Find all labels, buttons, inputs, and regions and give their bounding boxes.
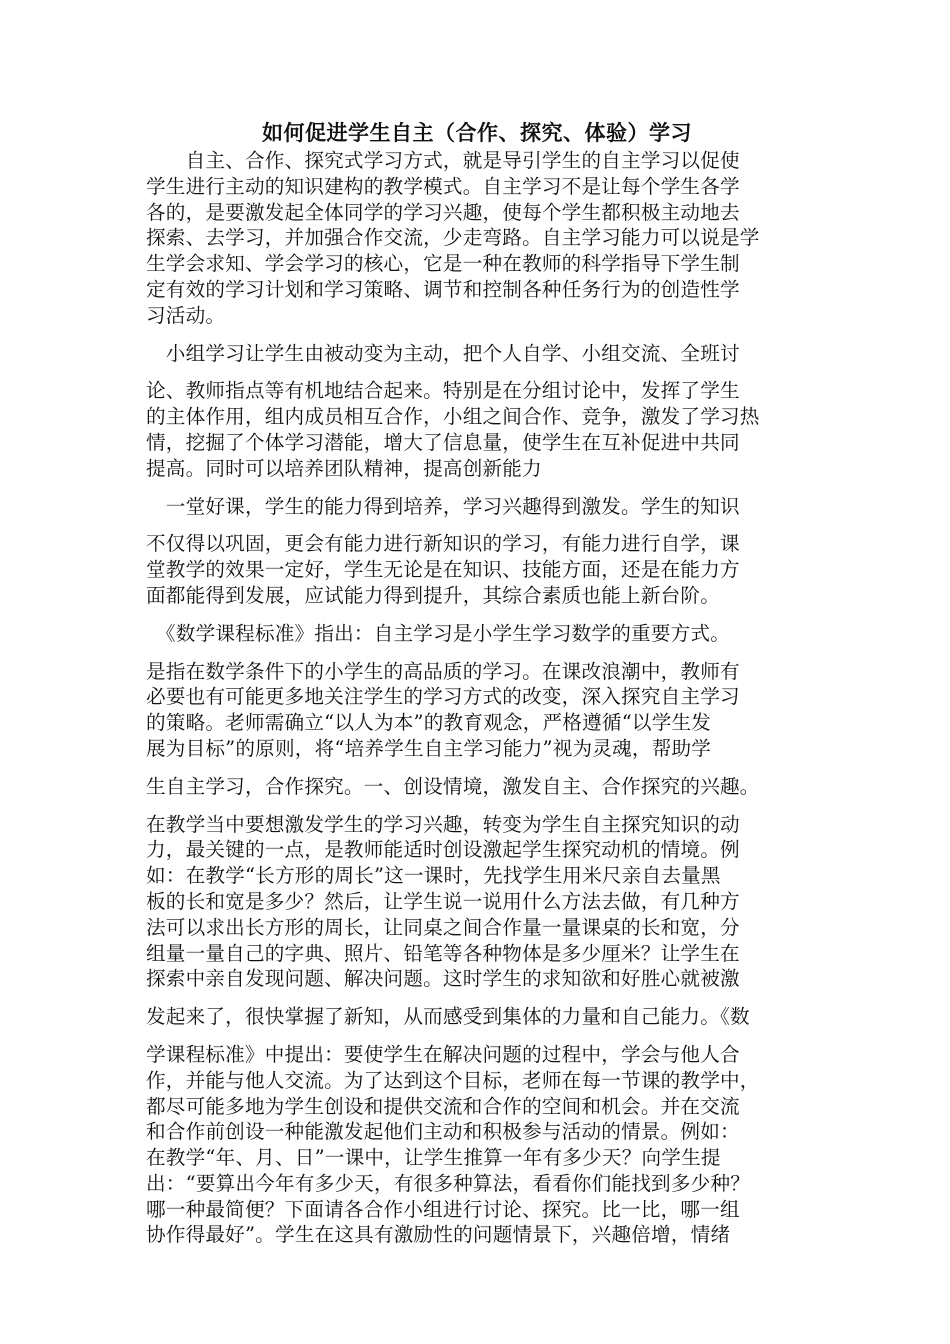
- paragraph-gap: [146, 482, 808, 494]
- paragraph-block: [146, 531, 808, 608]
- text-line: 提高。同时可以培养团队精神，提高创新能力: [146, 456, 542, 480]
- paragraph-gap: [146, 647, 808, 659]
- paragraph-block: [146, 148, 808, 329]
- text-line: 协作得最好”。学生在这具有激励性的问题情景下，兴趣倍增，情绪: [146, 1223, 731, 1247]
- paragraph-gap: [146, 1030, 808, 1042]
- text-line: 发起来了，很快掌握了新知，从而感受到集体的力量和自己能力。《数: [146, 1005, 750, 1029]
- paragraph-gap: [146, 609, 808, 621]
- text-line: 哪一种最简便？下面请各合作小组进行讨论、探究。比一比，哪一组: [146, 1197, 740, 1221]
- document-title: 如何促进学生自主（合作、探究、体验）学习: [262, 121, 692, 145]
- text-line: 面都能得到发展，应试能力得到提升，其综合素质也能上新台阶。: [146, 583, 721, 607]
- text-line: 展为目标”的原则，将“培养学生自主学习能力”视为灵魂，帮助学: [146, 736, 712, 760]
- paragraph-block: [146, 378, 808, 481]
- text-line: 必要也有可能更多地关注学生的学习方式的改变，深入探究自主学习: [146, 685, 740, 709]
- text-line: 组量一量自己的字典、照片、铅笔等各种物体是多少厘米？让学生在: [146, 941, 740, 965]
- text-line: 作，并能与他人交流。为了达到这个目标，老师在每一节课的教学中，: [146, 1068, 760, 1092]
- text-line: 在教学“年、月、日”一课中，让学生推算一年有多少天？向学生提: [146, 1146, 721, 1170]
- text-line: 和合作前创设一种能激发起他们主动和积极参与活动的情景。例如：: [146, 1120, 740, 1144]
- text-line: 情，挖掘了个体学习潜能，增大了信息量，使学生在互补促进中共同: [146, 430, 740, 454]
- text-line: 一堂好课，学生的能力得到培养，学习兴趣得到激发。学生的知识: [146, 494, 740, 518]
- paragraph-block: [146, 621, 808, 647]
- text-line: 探索、去学习，并加强合作交流，少走弯路。自主学习能力可以说是学: [146, 226, 760, 250]
- text-line: 探索中亲自发现问题、解决问题。这时学生的求知欲和好胜心就被激: [146, 967, 740, 991]
- paragraph-block: [146, 774, 808, 800]
- paragraph-gap: [146, 366, 808, 378]
- text-line: 自主、合作、探究式学习方式，就是导引学生的自主学习以促使: [146, 149, 740, 172]
- paragraph-block: [146, 1004, 808, 1030]
- paragraph-gap: [146, 329, 808, 341]
- text-line: 如：在教学“长方形的周长”这一课时，先找学生用米尺亲自去量黑: [146, 864, 721, 888]
- paragraph-gap: [146, 800, 808, 812]
- paragraph-block: [146, 659, 808, 762]
- paragraph-gap: [146, 762, 808, 774]
- paragraph-block: [146, 812, 808, 993]
- text-line: 不仅得以巩固，更会有能力进行新知识的学习，有能力进行自学，课: [146, 532, 740, 556]
- text-line: 生学会求知、学会学习的核心，它是一种在教师的科学指导下学生制: [146, 252, 740, 276]
- document-page: [146, 118, 808, 1248]
- document-body: [146, 148, 808, 1248]
- text-line: 习活动。: [146, 303, 226, 327]
- text-line: 出：“要算出今年有多少天，有很多种算法，看看你们能找到多少种？: [146, 1171, 751, 1195]
- text-line: 的主体作用，组内成员相互合作，小组之间合作、竞争，激发了学习热: [146, 405, 760, 429]
- text-line: 的策略。老师需确立“以人为本”的教育观念，严格遵循“以学生发: [146, 711, 712, 735]
- text-line: 《数学课程标准》指出：自主学习是小学生学习数学的重要方式。: [146, 621, 731, 645]
- paragraph-gap: [146, 992, 808, 1004]
- paragraph-block: [146, 341, 808, 367]
- text-line: 生自主学习，合作探究。一、创设情境，激发自主、合作探究的兴趣。: [146, 774, 760, 798]
- text-line: 学生进行主动的知识建构的教学模式。自主学习不是让每个学生各学: [146, 174, 740, 198]
- text-line: 板的长和宽是多少？然后，让学生说一说用什么方法去做，有几种方: [146, 889, 740, 913]
- text-line: 堂教学的效果一定好，学生无论是在知识、技能方面，还是在能力方: [146, 558, 740, 582]
- text-line: 小组学习让学生由被动变为主动，把个人自学、小组交流、全班讨: [146, 341, 740, 365]
- paragraph-block: [146, 494, 808, 520]
- text-line: 各的，是要激发起全体同学的学习兴趣，使每个学生都积极主动地去: [146, 200, 740, 224]
- text-line: 力，最关键的一点，是教师能适时创设激起学生探究动机的情境。例: [146, 838, 740, 862]
- text-line: 定有效的学习计划和学习策略、调节和控制各种任务行为的创造性学: [146, 277, 740, 301]
- paragraph-block: [146, 1042, 808, 1248]
- text-line: 都尽可能多地为学生创设和提供交流和合作的空间和机会。并在交流: [146, 1094, 740, 1118]
- text-line: 学课程标准》中提出：要使学生在解决问题的过程中，学会与他人合: [146, 1042, 740, 1066]
- text-line: 在教学当中要想激发学生的学习兴趣，转变为学生自主探究知识的动: [146, 812, 740, 836]
- paragraph-gap: [146, 519, 808, 531]
- text-line: 是指在数学条件下的小学生的高品质的学习。在课改浪潮中，教师有: [146, 659, 740, 683]
- text-line: 论、教师指点等有机地结合起来。特别是在分组讨论中，发挥了学生: [146, 379, 740, 403]
- text-line: 法可以求出长方形的周长，让同桌之间合作量一量课桌的长和宽，分: [146, 915, 740, 939]
